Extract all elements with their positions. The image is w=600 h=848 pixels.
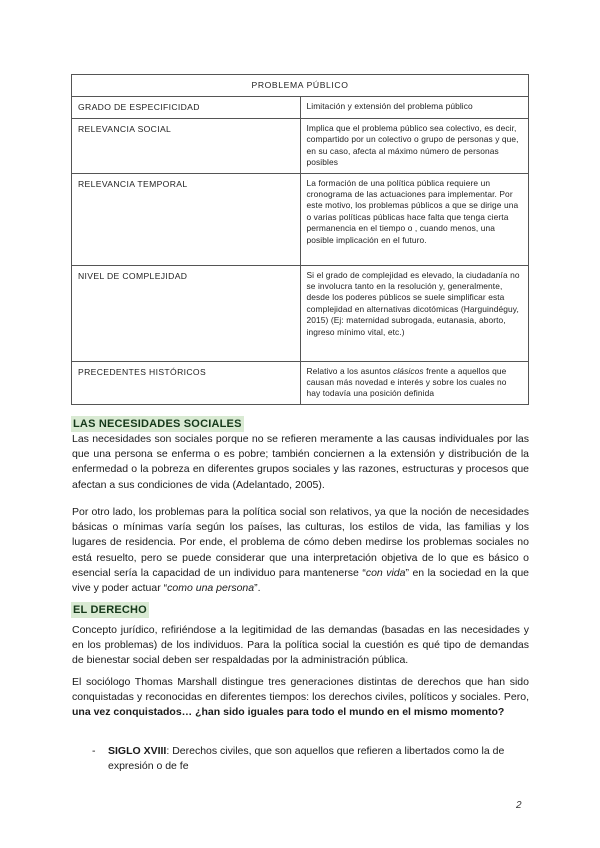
table-row — [72, 97, 529, 119]
bullet-dash: - — [92, 745, 96, 757]
table-row — [72, 119, 529, 174]
row-value: Si el grado de complejidad es elevado, la ciudadanía no se involucra tanto en la resolución y, generalmente, desde los poderes públicos se suele simplificar esta complejidad en alternativas dicotómicas (Harguindéguy, 2015) (Ej: maternidad subrogada, eutanasia, aborto, ingreso mínimo vital, etc.) — [300, 265, 529, 361]
emphasis-text: como una persona — [167, 582, 255, 595]
row-label: RELEVANCIA TEMPORAL — [72, 173, 301, 265]
section-heading-derecho: EL DERECHO — [73, 604, 147, 616]
table-header: PROBLEMA PÚBLICO — [72, 75, 529, 97]
paragraph-derecho-2 — [72, 675, 529, 721]
bullet-text: : Derechos civiles, que son aquellos que refieren a libertados como la de expresión o de fe — [108, 745, 505, 773]
row-value: Implica que el problema público sea colectivo, es decir, compartido por un colectivo o grupo de personas y que, en su caso, afecta al máximo número de personas posibles — [300, 119, 529, 174]
emphasis-text: con vida — [365, 566, 406, 579]
row-value: La formación de una política pública requiere un cronograma de las actuaciones para implementar. Por este motivo, los problemas públicos a que se dirige una o varias políticas públicas hace falta que tenga cierta permanencia en el tiempo o , cuando menos, una posible implicación en el futuro. — [300, 173, 529, 265]
row-label: PRECEDENTES HISTÓRICOS — [72, 361, 301, 404]
paragraph-derecho-1: Concepto jurídico, refiriéndose a la legitimidad de las demandas (basadas en las necesidades y en los problemas) de los individuos. Para la política social la cuestión es qué tipo de demandas de bienestar social deben ser respaldadas por la administración pública. — [72, 624, 529, 667]
row-value-pre: Relativo a los asuntos — [306, 365, 394, 376]
bold-question: una vez conquistados… ¿han sido iguales para todo el mundo en el mismo momento? — [72, 706, 505, 719]
bullet-bold: SIGLO XVIII — [108, 745, 167, 757]
row-value: Limitación y extensión del problema público — [300, 97, 529, 119]
row-label: GRADO DE ESPECIFICIDAD — [72, 97, 301, 119]
paragraph-text: ”. — [254, 582, 261, 595]
paragraph-text: El sociólogo Thomas Marshall distingue tres generaciones distintas de derechos que han sido conquistadas y reconocidas en diferentes tiempos: los derechos civiles, políticos y sociales. Pero, — [72, 676, 529, 704]
paragraph-necesidades-1: Las necesidades son sociales porque no se refieren meramente a las causas individuales por las que una persona se enferma o es pobre; también conciernen a la extensión y distribución de la enfermedad o la pobreza en diferentes grupos sociales y las razones, estructuras y procesos que afectan a sus condiciones de vida (Adelantado, 2005). — [72, 433, 529, 491]
table-row — [72, 361, 529, 404]
row-value-em: clásicos — [393, 365, 424, 376]
table-row — [72, 265, 529, 361]
table-header-row — [72, 75, 529, 97]
row-label: RELEVANCIA SOCIAL — [72, 119, 301, 174]
section-heading-necesidades: LAS NECESIDADES SOCIALES — [73, 418, 242, 430]
page-number: 2 — [516, 800, 522, 811]
table-row — [72, 173, 529, 265]
paragraph-text: Por otro lado, los problemas para la política social son relativos, ya que la noción de necesidades básicas o mínimas varía según los países, las culturas, los estilos de vida, las familias y los lugares de residencia. Por ende, el problema de cómo deben medirse los problemas sociales no está resuelto, pero se puede considerar que una interpretación objetiva de lo que es básico o esencial sería la capacidad de un individuo para mantenerse “ — [72, 506, 529, 579]
bullet-item-siglo-xviii — [108, 744, 529, 774]
paragraph-necesidades-2 — [72, 505, 529, 596]
row-value — [300, 361, 529, 404]
paragraph-text: ” en la sociedad en la que vive y poder actuar “ — [72, 566, 529, 595]
row-value-post: frente a aquellos que causan más novedad e interés y sobre los cuales no hay todavía una posición definida — [306, 365, 507, 399]
row-label: NIVEL DE COMPLEJIDAD — [72, 265, 301, 361]
problema-publico-table — [71, 74, 529, 405]
